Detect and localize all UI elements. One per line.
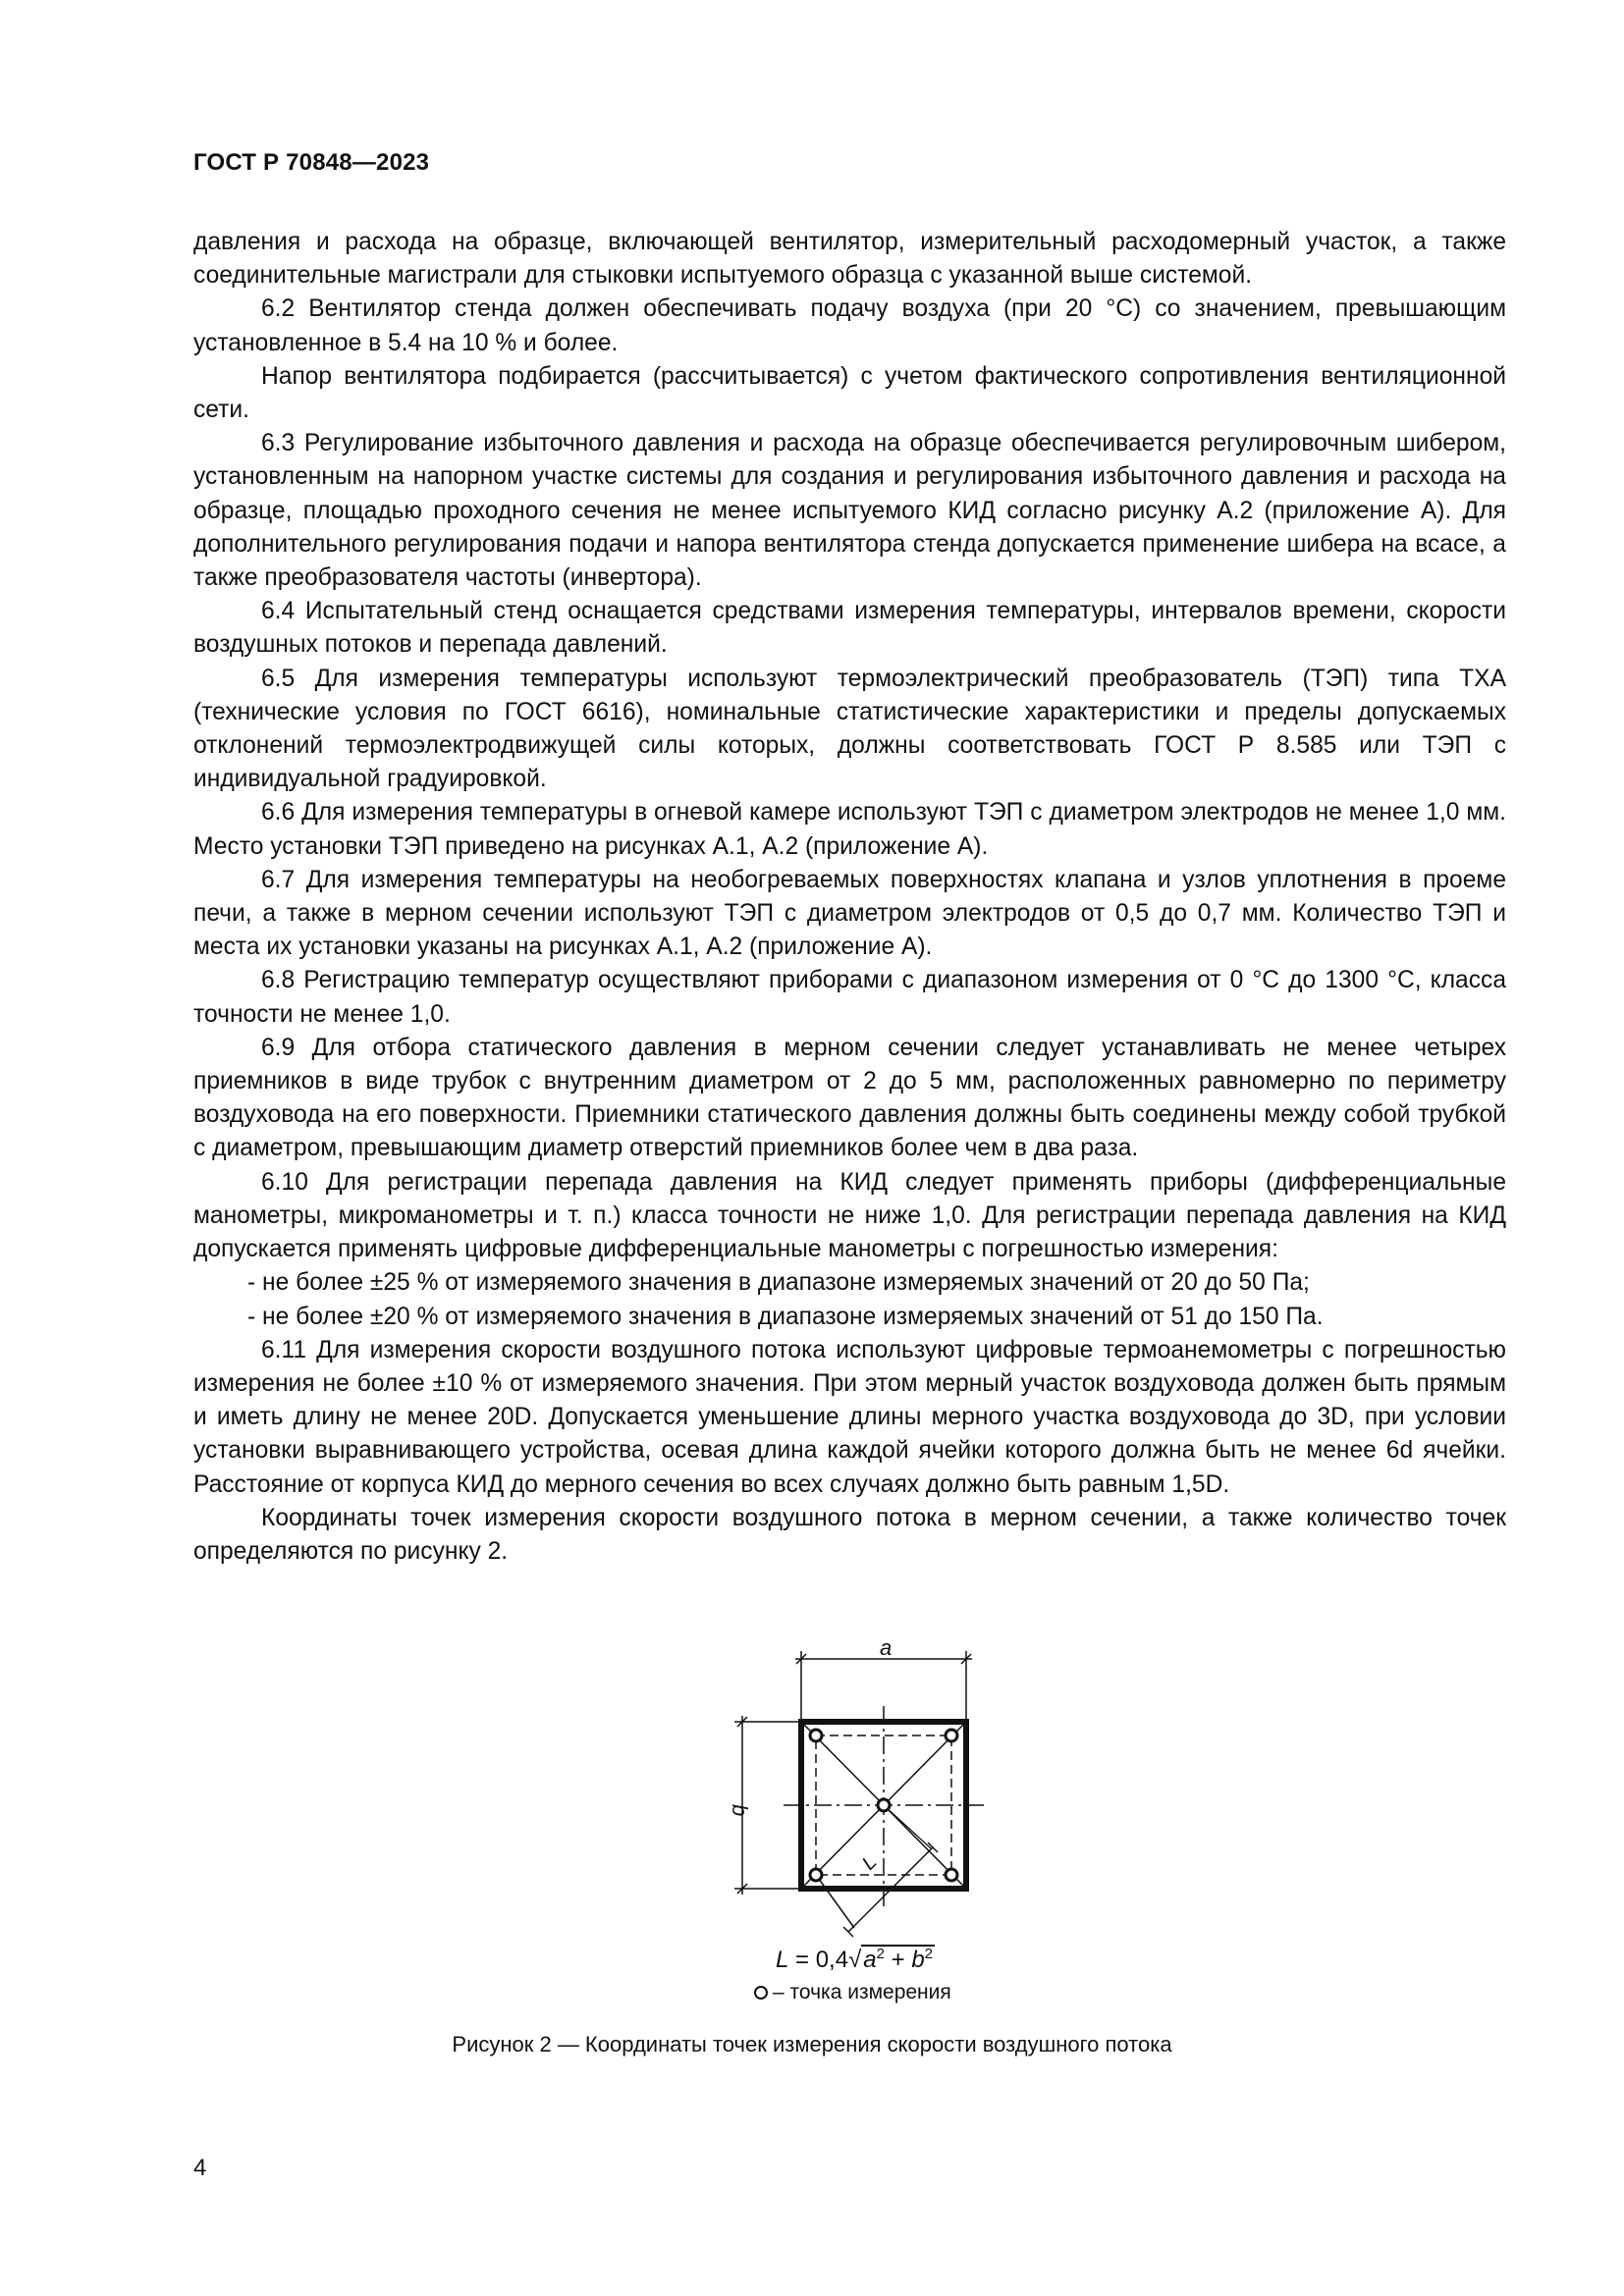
measurement-point xyxy=(878,1799,890,1811)
paragraph: 6.11 Для измерения скорости воздушного потока используют цифровые термоанемометры с погрешностью измерения не более ±10 % от измеряемого значения. При этом мерный участок воздуховода должен быть прямым и иметь длину не менее 20D. Допускается уменьшение длины мерного участка воздуховода до 3D, при условии установки выравнивающего устройства, осевая длина каждой ячейки которого должна быть не менее 6d ячейки. Расстояние от корпуса КИД до мерного сечения во всех случаях должно быть равным 1,5D. xyxy=(193,1336,1506,1498)
paragraph: давления и расхода на образце, включающей вентилятор, измерительный расходомерный участок, а также соединительные магистрали для стыковки испытуемого образца с указанной выше системой. xyxy=(193,229,1506,290)
formula xyxy=(776,1946,935,1974)
measurement-point xyxy=(946,1869,957,1881)
paragraph: 6.4 Испытательный стенд оснащается средствами измерения температуры, интервалов времени, скорости воздушных потоков и перепада давлений. xyxy=(193,598,1506,659)
paragraph: Напор вентилятора подбирается (рассчитывается) с учетом фактического сопротивления вентиляционной сети. xyxy=(193,362,1506,424)
figure-legend xyxy=(754,1981,951,2004)
body-text xyxy=(193,226,1506,1569)
list-item: - не более ±20 % от измеряемого значения в диапазоне измеряемых значений от 51 до 150 Па. xyxy=(247,1303,1324,1330)
page-number: 4 xyxy=(193,2155,207,2181)
measurement-point-icon xyxy=(754,1986,768,2000)
measurement-points-diagram xyxy=(707,1635,1001,1973)
legend-text: – точка измерения xyxy=(773,1981,951,2003)
measurement-point xyxy=(810,1869,822,1881)
formula-L: L xyxy=(776,1947,789,1973)
label-L: L xyxy=(857,1851,882,1875)
measurement-point xyxy=(946,1730,957,1741)
figure-caption: Рисунок 2 — Координаты точек измерения скорости воздушного потока xyxy=(452,2032,1172,2056)
formula-radicand: $a^2 + b^2$ xyxy=(863,1946,934,1973)
paragraph: 6.7 Для измерения температуры на необогреваемых поверхностях клапана и узлов уплотнения в проеме печи, а также в мерном сечении используют ТЭП с диаметром электродов от 0,5 до 0,7 мм. Количество ТЭП и места их установки указаны на рисунках А.1, А.2 (приложение А). xyxy=(193,866,1506,961)
paragraph: 6.2 Вентилятор стенда должен обеспечивать подачу воздуха (при 20 °С) со значением, превышающим установленное в 5.4 на 10 % и более. xyxy=(193,295,1506,356)
label-b: b xyxy=(728,1804,752,1817)
paragraph: 6.8 Регистрацию температур осуществляют приборами с диапазоном измерения от 0 °С до 1300 °С, класса точности не менее 1,0. xyxy=(193,967,1506,1028)
list-item: - не более ±25 % от измеряемого значения в диапазоне измеряемых значений от 20 до 50 Па; xyxy=(247,1269,1310,1297)
paragraph: 6.5 Для измерения температуры используют термоэлектрический преобразователь (ТЭП) типа ТХА (технические условия по ГОСТ 6616), номинальные статистические характеристики и пределы допускаемых отклонений термоэлектродвижущей силы которых, должны соответствовать ГОСТ Р 8.585 или ТЭП с индивидуальной градуировкой. xyxy=(193,665,1506,793)
paragraph: 6.9 Для отбора статического давления в мерном сечении следует устанавливать не менее четырех приемников в виде трубок с внутренним диаметром от 2 до 5 мм, расположенных равномерно по периметру воздуховода на его поверхности. Приемники статического давления должны быть соединены между собой трубкой с диаметром, превышающим диаметр отверстий приемников более чем в два раза. xyxy=(193,1034,1506,1162)
paragraph: 6.3 Регулирование избыточного давления и расхода на образце обеспечивается регулировочным шибером, установленным на напорном участке системы для создания и регулирования избыточного давления и расхода на образце, площадью проходного сечения не менее испытуемого КИД согласно рисунку А.2 (приложение А). Для дополнительного регулирования подачи и напора вентилятора стенда допускается применение шибера на всасе, а также преобразователя частоты (инвертора). xyxy=(193,430,1506,592)
paragraph: Координаты точек измерения скорости воздушного потока в мерном сечении, а также количество точек определяются по рисунку 2. xyxy=(193,1504,1506,1565)
formula-coefficient: = 0,4 xyxy=(788,1947,849,1973)
paragraph: 6.6 Для измерения температуры в огневой камере используют ТЭП с диаметром электродов не менее 1,0 мм. Место установки ТЭП приведено на рисунках А.1, А.2 (приложение А). xyxy=(193,799,1506,860)
label-a: a xyxy=(880,1635,893,1660)
paragraph: 6.10 Для регистрации перепада давления на КИД следует применять приборы (дифференциальные манометры, микроманометры и т. п.) класса точности не ниже 1,0. Для регистрации перепада давления на КИД допускается применять цифровые дифференциальные манометры с погрешностью измерения: xyxy=(193,1168,1506,1263)
measurement-point xyxy=(810,1730,822,1741)
document-header: ГОСТ Р 70848—2023 xyxy=(193,149,430,176)
sqrt-icon: √ xyxy=(848,1947,862,1973)
